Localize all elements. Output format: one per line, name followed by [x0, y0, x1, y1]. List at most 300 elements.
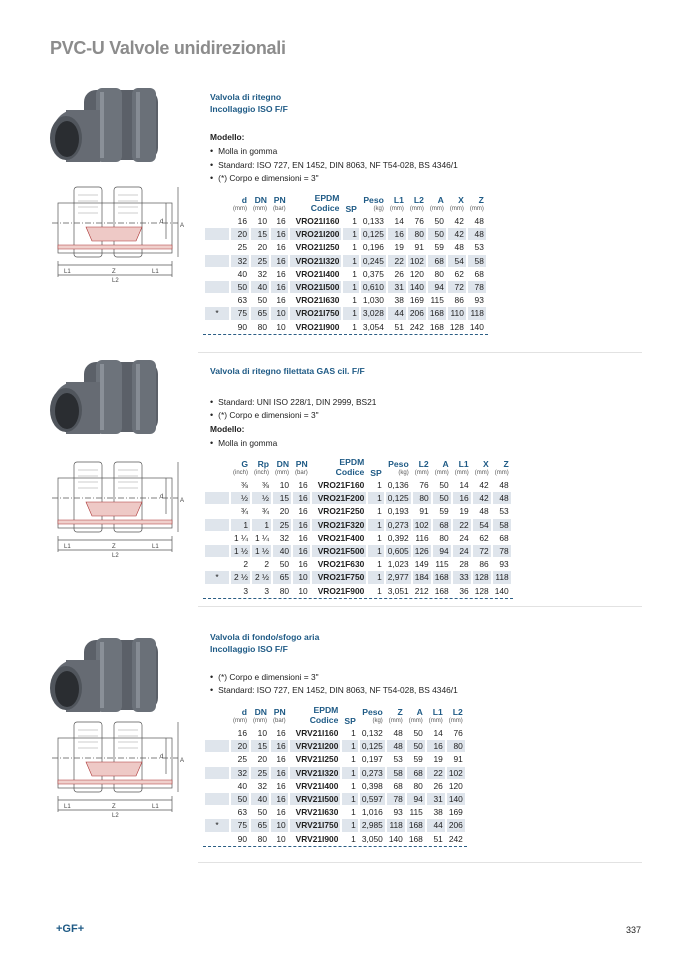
product-code-cell: VRO21I630 [295, 295, 340, 306]
table-cell: 48 [387, 740, 405, 752]
table-row [205, 241, 486, 253]
table-cell: 48 [468, 228, 486, 240]
table-cell: 1 [377, 559, 382, 570]
column-header [231, 705, 249, 726]
table-cell: 59 [413, 754, 423, 765]
column-header-unit: (mm) [409, 206, 424, 212]
column-header-label: PN [273, 195, 286, 205]
table-cell: 58 [387, 767, 405, 779]
table-cell: 42 [448, 228, 466, 240]
table-cell: 16 [276, 728, 286, 738]
table-cell: 42 [479, 480, 489, 490]
table-cell [205, 727, 229, 739]
table-cell: 16 [271, 767, 288, 779]
column-header [342, 705, 357, 726]
table-cell: 14 [433, 728, 443, 738]
table-cell: 1 [352, 242, 357, 253]
table-cell: 102 [408, 255, 426, 267]
column-header [433, 457, 451, 478]
table-row [205, 806, 465, 818]
table-cell: 0,196 [362, 242, 384, 253]
table-cell: 168 [428, 307, 446, 319]
table-cell: 76 [414, 216, 424, 226]
table-cell: 2 ½ [231, 571, 250, 583]
table-row [205, 479, 511, 491]
table-cell: 50 [407, 740, 425, 752]
table-cell: 0,136 [387, 480, 409, 490]
table-row [205, 519, 511, 531]
table-cell: 51 [433, 833, 443, 844]
table-cell: 50 [279, 559, 290, 570]
table-row [205, 281, 486, 293]
table-cell: 3,054 [362, 321, 384, 332]
table-cell: 1 [231, 519, 250, 531]
column-header-unit: Codice [335, 467, 365, 477]
table-cell: 44 [427, 819, 445, 831]
column-header-unit: (inch) [233, 470, 249, 476]
product-code-cell: VRV21I200 [290, 740, 341, 752]
table-cell: 115 [435, 559, 449, 570]
table-cell: 72 [473, 545, 491, 557]
table-cell: 72 [448, 281, 466, 293]
column-header-label: EPDM [339, 457, 365, 467]
table-cell: 48 [499, 480, 509, 490]
table-cell: 16 [276, 268, 286, 279]
table-cell: 16 [453, 492, 471, 504]
table-row [205, 793, 465, 805]
table-cell: 10 [257, 728, 267, 738]
table-cell: 76 [419, 480, 429, 490]
dimensions-table-foot-valve [203, 704, 467, 847]
column-header-unit: (mm) [389, 206, 404, 212]
table-cell: 68 [499, 532, 509, 543]
table-cell: 19 [433, 754, 443, 765]
table-cell: 206 [408, 307, 426, 319]
column-header [473, 457, 491, 478]
table-cell: 140 [494, 585, 509, 596]
dimension-label-z: Z [112, 269, 116, 275]
section-title-line: Valvola di ritegno [210, 92, 282, 102]
table-cell: 58 [468, 255, 486, 267]
column-header-label: Peso [362, 707, 383, 717]
section-title-line: Valvola di fondo/sfogo aria [210, 632, 320, 642]
table-cell: 68 [428, 255, 446, 267]
model-heading: Modello: [210, 132, 245, 142]
column-header-unit: (mm) [469, 206, 484, 212]
column-header-unit: (mm) [408, 718, 423, 724]
table-cell: 1 ½ [231, 545, 250, 557]
table-cell: 0,273 [387, 519, 409, 530]
table-cell: 53 [393, 754, 403, 765]
table-cell: 59 [434, 242, 444, 253]
section-divider [198, 352, 642, 353]
table-cell: 22 [388, 255, 406, 267]
table-cell: 86 [479, 559, 489, 570]
column-header [427, 705, 445, 726]
table-cell: 16 [298, 480, 308, 490]
table-cell: 48 [454, 242, 464, 253]
table-cell: 128 [449, 321, 464, 332]
table-cell: 1 [252, 519, 271, 531]
table-cell: 80 [279, 585, 290, 596]
column-header-unit: (mm) [429, 206, 444, 212]
table-cell: 32 [257, 780, 267, 791]
table-cell: 0,132 [361, 728, 383, 738]
column-header-label: A [442, 459, 449, 469]
table-cell [205, 753, 229, 765]
dimension-label-l1: L1 [152, 804, 159, 810]
table-cell: 1 [342, 793, 357, 805]
column-header-unit: (kg) [398, 470, 409, 476]
table-cell: 0,605 [387, 546, 409, 557]
table-cell: 14 [459, 480, 469, 490]
table-cell: 80 [257, 833, 267, 844]
table-row [205, 833, 465, 845]
table-cell: 0,125 [387, 493, 409, 504]
table-cell: 16 [276, 216, 286, 226]
table-row [205, 585, 511, 597]
column-header-label: SP [370, 468, 382, 478]
dimension-label-d: d [160, 494, 164, 500]
column-header [361, 193, 386, 214]
table-cell: 65 [251, 819, 269, 831]
column-header-unit: (mm) [454, 470, 469, 476]
table-row [205, 215, 486, 227]
column-header [360, 705, 385, 726]
table-cell: 0,125 [361, 741, 383, 752]
table-cell: 19 [394, 242, 404, 253]
section-title [210, 631, 319, 655]
table-cell: 1 [351, 833, 356, 844]
table-cell: 206 [447, 819, 465, 831]
column-header-unit: (mm) [428, 718, 443, 724]
product-code-cell: VRO21F160 [317, 480, 365, 490]
spec-bullet: • Standard: ISO 727, EN 1452, DIN 8063, NF T54-028, BS 4346/1 [210, 159, 458, 173]
column-header-unit: (bar) [273, 206, 286, 212]
table-cell: 10 [276, 321, 286, 332]
product-code-cell: VRV21I750 [290, 819, 341, 831]
table-cell: 68 [407, 767, 425, 779]
column-header-label: A [416, 707, 423, 717]
table-cell: * [205, 571, 229, 583]
table-cell: 65 [251, 307, 269, 319]
product-code-cell: VRV21I320 [290, 767, 341, 779]
table-cell: 14 [394, 216, 404, 226]
table-cell: 3 [243, 585, 249, 596]
table-cell: 1,023 [387, 559, 409, 570]
column-header-label: X [458, 195, 464, 205]
table-cell: * [205, 307, 229, 319]
column-header-unit: Codice [310, 203, 340, 213]
table-cell: 16 [427, 740, 445, 752]
table-cell: 16 [298, 532, 308, 543]
table-cell: 31 [388, 281, 406, 293]
table-cell: 115 [430, 295, 444, 306]
table-cell: 16 [276, 807, 286, 818]
table-cell: 15 [251, 740, 269, 752]
valve-photo [44, 84, 166, 172]
column-header-label: DN [254, 707, 267, 717]
table-cell: 16 [298, 506, 308, 517]
column-header-unit: (kg) [373, 206, 384, 212]
table-cell: 168 [429, 321, 444, 332]
table-cell: 48 [474, 216, 484, 226]
table-cell: 40 [273, 545, 291, 557]
product-code-cell: VRO21I250 [295, 242, 340, 253]
table-cell: 93 [499, 559, 509, 570]
table-cell: 94 [428, 281, 446, 293]
table-cell: ⅜ [262, 480, 270, 490]
table-cell: 91 [453, 754, 463, 765]
table-cell [205, 780, 229, 792]
table-row [205, 228, 486, 240]
table-cell: 120 [409, 268, 424, 279]
column-header-label: DN [276, 459, 290, 469]
table-cell: 1 [351, 728, 356, 738]
table-cell: 50 [434, 216, 444, 226]
table-header-row [205, 457, 511, 478]
table-cell: 2,985 [361, 820, 383, 831]
column-header-label: SP [344, 716, 356, 726]
table-header-row [205, 705, 465, 726]
column-header-unit: (bar) [295, 470, 308, 476]
table-cell: ½ [231, 492, 250, 504]
table-cell: 242 [409, 321, 424, 332]
product-code-cell: VRO21F200 [312, 492, 367, 504]
table-cell: 1 [377, 532, 382, 543]
column-header [447, 705, 465, 726]
table-cell: 80 [434, 268, 444, 279]
table-row [205, 545, 511, 557]
table-cell: 50 [231, 793, 249, 805]
column-header [251, 193, 269, 214]
product-code-cell: VRO21I320 [290, 255, 342, 267]
table-row [205, 532, 511, 544]
spec-bullet: • Molla in gomma [210, 145, 277, 159]
column-header [293, 457, 310, 478]
table-cell: 32 [257, 268, 267, 279]
column-header [231, 193, 249, 214]
table-cell: 10 [257, 216, 267, 226]
table-cell: 22 [427, 767, 445, 779]
table-cell: 0,193 [387, 506, 409, 517]
column-header-label: Rp [257, 459, 270, 469]
table-cell: 80 [447, 740, 465, 752]
table-cell: 10 [276, 833, 286, 844]
column-header-label: X [482, 459, 489, 469]
table-cell: 40 [251, 281, 269, 293]
product-code-cell: VRV21I250 [295, 754, 339, 765]
column-header [453, 457, 471, 478]
column-header-label: L1 [432, 707, 443, 717]
table-cell: 168 [407, 819, 425, 831]
table-cell: 50 [413, 728, 423, 738]
spec-bullet: • Molla in gomma [210, 437, 277, 451]
table-cell: 51 [394, 321, 404, 332]
table-cell: 54 [448, 255, 466, 267]
table-cell: 10 [293, 571, 310, 583]
table-row [205, 307, 486, 319]
product-code-cell: VRO21I160 [295, 216, 340, 226]
table-cell: 25 [273, 519, 291, 531]
table-cell: 53 [499, 506, 509, 517]
table-cell: 2 [243, 559, 249, 570]
table-cell: 126 [413, 545, 431, 557]
table-cell: 24 [459, 532, 469, 543]
dimensions-table-check-valve-solvent [203, 192, 488, 335]
column-header-unit: (bar) [273, 718, 286, 724]
table-cell: 1 [342, 819, 357, 831]
table-cell: 24 [453, 545, 471, 557]
table-cell: 1 [377, 585, 382, 596]
column-header-unit: (mm) [253, 206, 267, 212]
table-cell: 32 [231, 767, 249, 779]
table-cell: 242 [448, 833, 463, 844]
table-cell: 50 [257, 807, 267, 818]
table-cell: 42 [473, 492, 491, 504]
table-cell: 33 [453, 571, 471, 583]
product-code-cell: VRO21F400 [317, 532, 365, 543]
table-cell: 0,245 [362, 255, 384, 266]
table-cell: 80 [408, 228, 426, 240]
column-header [271, 705, 288, 726]
table-cell [205, 558, 229, 570]
table-row [205, 255, 486, 267]
table-cell: 16 [293, 545, 310, 557]
dimension-label-d: d [160, 754, 164, 760]
table-cell: 16 [276, 780, 286, 791]
table-cell: 16 [271, 228, 288, 240]
table-cell: 78 [387, 793, 405, 805]
column-header-unit: (mm) [434, 470, 449, 476]
table-cell: 50 [433, 492, 451, 504]
table-row [205, 558, 511, 570]
dimension-label-z: Z [112, 804, 116, 810]
table-cell: 10 [271, 819, 288, 831]
table-cell: 3,051 [387, 585, 409, 596]
column-header-label: EPDM [314, 193, 340, 203]
table-cell [205, 505, 229, 517]
table-cell [205, 532, 229, 544]
spec-bullet: • (*) Corpo e dimensioni = 3" [210, 409, 319, 423]
table-cell: 40 [237, 780, 247, 791]
table-cell [205, 268, 229, 280]
table-cell: 93 [474, 295, 484, 306]
column-header-label: Z [503, 459, 509, 469]
page-title: PVC-U Valvole unidirezionali [50, 38, 286, 58]
table-cell: 58 [493, 519, 511, 531]
table-cell: 1 [343, 228, 358, 240]
table-cell: 25 [251, 255, 269, 267]
product-code-cell: VRO21F900 [317, 585, 365, 596]
table-cell: 36 [459, 585, 469, 596]
table-cell: 0,133 [362, 216, 384, 226]
table-cell: 0,125 [362, 229, 384, 240]
table-cell: 91 [414, 242, 424, 253]
column-header-label: EPDM [313, 705, 339, 715]
table-cell [205, 215, 229, 227]
column-header [205, 705, 229, 726]
table-cell: 50 [439, 480, 449, 490]
product-code-cell: VRO21I500 [290, 281, 342, 293]
model-heading: Modello: [210, 424, 245, 434]
table-cell: 0,597 [361, 794, 383, 805]
table-cell: 149 [414, 559, 429, 570]
table-cell [205, 767, 229, 779]
product-code-cell: VRV21I400 [295, 780, 339, 791]
table-cell [205, 479, 229, 491]
table-cell: 68 [474, 268, 484, 279]
dimension-label-d: d [160, 219, 164, 225]
section-title-line: Incollaggio ISO F/F [210, 644, 288, 654]
column-header [493, 457, 511, 478]
column-header-unit: (mm) [253, 718, 267, 724]
table-cell [205, 519, 229, 531]
column-header-unit: (mm) [494, 470, 509, 476]
table-cell: 15 [273, 492, 291, 504]
table-cell: 48 [493, 492, 511, 504]
table-cell: 16 [237, 216, 247, 226]
table-cell: 10 [271, 307, 288, 319]
table-cell: 1 [377, 506, 382, 517]
column-header [408, 193, 426, 214]
column-header [448, 193, 466, 214]
table-cell: 16 [276, 242, 286, 253]
table-cell: 50 [428, 228, 446, 240]
table-cell: 16 [293, 492, 310, 504]
spec-bullet: • Standard: ISO 727, EN 1452, DIN 8063, NF T54-028, BS 4346/1 [210, 684, 458, 698]
table-cell: 102 [447, 767, 465, 779]
column-header-unit: (mm) [449, 206, 464, 212]
table-cell: 94 [433, 545, 451, 557]
table-cell: 102 [413, 519, 431, 531]
table-cell: 0,273 [361, 767, 383, 778]
table-cell: 16 [276, 295, 286, 306]
spec-bullet: • (*) Corpo e dimensioni = 3" [210, 172, 319, 186]
column-header-label: L1 [393, 195, 404, 205]
dimension-label-l1: L1 [152, 544, 159, 550]
column-header-unit: (mm) [233, 718, 247, 724]
table-cell: 128 [474, 585, 489, 596]
table-cell: 20 [257, 754, 267, 765]
valve-technical-drawing [52, 183, 188, 283]
table-row [205, 740, 465, 752]
section-title [210, 91, 288, 115]
table-cell [205, 281, 229, 293]
table-cell: 168 [434, 585, 449, 596]
table-cell: 80 [413, 780, 423, 791]
column-header-unit: (mm) [388, 718, 403, 724]
table-cell [205, 545, 229, 557]
table-cell: 25 [237, 754, 247, 765]
table-cell: 140 [388, 833, 403, 844]
column-header [205, 193, 229, 214]
spec-bullet: • (*) Corpo e dimensioni = 3" [210, 671, 319, 685]
table-row [205, 321, 486, 333]
table-cell: 76 [453, 728, 463, 738]
column-header-label: Peso [363, 195, 384, 205]
dimension-label-l1: L1 [64, 269, 71, 275]
column-header-unit: (kg) [372, 718, 383, 724]
table-cell: 32 [231, 255, 249, 267]
table-cell: 120 [448, 780, 463, 791]
table-cell: 118 [387, 819, 405, 831]
column-header [205, 457, 229, 478]
table-row [205, 294, 486, 306]
table-row [205, 767, 465, 779]
section-divider [198, 606, 642, 607]
valve-photo [44, 356, 166, 444]
